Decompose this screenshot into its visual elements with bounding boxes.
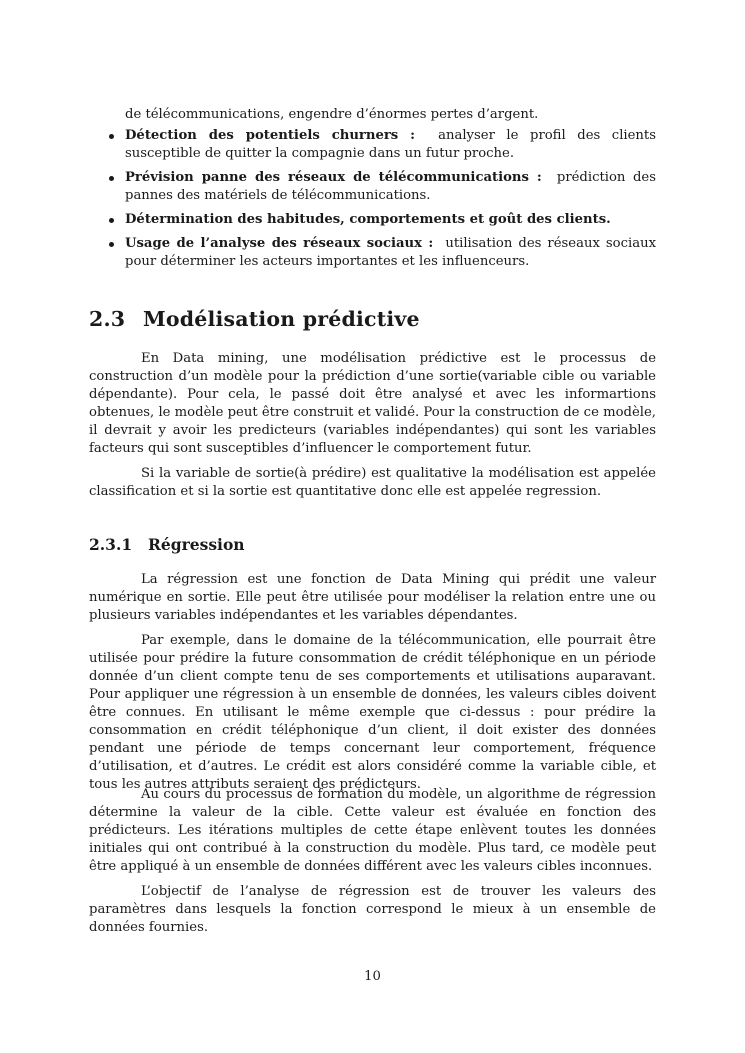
bullet-icon (109, 134, 114, 139)
list-item-desc: utilisation des réseaux sociaux pour déterminer les acteurs importantes et les influenceurs. (125, 236, 657, 269)
subsection-title: Régression (148, 535, 245, 554)
list-item (89, 235, 656, 271)
section-title: Modélisation prédictive (143, 307, 420, 331)
section-heading (89, 307, 420, 331)
bullet-list (89, 127, 656, 277)
paragraph: Si la variable de sortie(à prédire) est qualitative la modélisation est appelée classification et si la sortie est quantitative donc elle est appelée regression. (89, 466, 656, 499)
bullet-continuation-text: de télécommunications, engendre d’énormes pertes d’argent. (125, 107, 539, 122)
subsection-heading (89, 535, 245, 554)
bullet-icon (109, 242, 114, 247)
list-item-term: Prévision panne des réseaux de télécommunications : (125, 170, 542, 185)
page-number: 10 (364, 969, 381, 984)
list-item (89, 127, 656, 163)
paragraph: La régression est une fonction de Data Mining qui prédit une valeur numérique en sortie. Elle peut être utilisée pour modéliser la relation entre une ou plusieurs variables indépendantes et les variables dépendantes. (89, 572, 656, 623)
paragraph: L’objectif de l’analyse de régression est de trouver les valeurs des paramètres dans lesquels la fonction correspond le mieux à un ensemble de données fournies. (89, 884, 656, 935)
paragraph: Au cours du processus de formation du modèle, un algorithme de régression détermine la valeur de la cible. Cette valeur est évaluée en fonction des prédicteurs. Les itérations multiples de cette étape enlèvent toutes les données initiales qui ont contribué à la construction du modèle. Plus tard, ce modèle peut être appliqué à un ensemble de données différent avec les valeurs cibles inconnues. (89, 787, 656, 874)
list-item (89, 211, 656, 229)
list-item-term: Détermination des habitudes, comportements et goût des clients. (125, 212, 611, 227)
paragraph: En Data mining, une modélisation prédictive est le processus de construction d’un modèle pour la prédiction d’une sortie(variable cible ou variable dépendante). Pour cela, le passé doit être analysé et avec les informartions obtenues, le modèle peut être construit et validé. Pour la construction de ce modèle, il devrait y avoir les predicteurs (variables indépendantes) qui sont les variables facteurs qui sont susceptibles d’influencer le comportement futur. (89, 351, 656, 456)
list-item (89, 169, 656, 205)
list-item-term: Usage de l’analyse des réseaux sociaux : (125, 236, 434, 251)
bullet-icon (109, 176, 114, 181)
list-item-desc: analyser le profil des clients susceptible de quitter la compagnie dans un futur proche. (125, 128, 656, 161)
subsection-number: 2.3.1 (89, 535, 133, 554)
list-item-term: Détection des potentiels churners : (125, 128, 416, 143)
list-item-desc: prédiction des pannes des matériels de télécommunications. (125, 170, 656, 203)
bullet-icon (109, 218, 114, 223)
paragraph: Par exemple, dans le domaine de la télécommunication, elle pourrait être utilisée pour prédire la future consommation de crédit téléphonique en un période donnée d’un client compte tenu de ses comportements et utilisations auparavant. Pour appliquer une régression à un ensemble de données, les valeurs cibles doivent être connues. En utilisant le même exemple que ci-dessus : pour prédire la consommation en crédit téléphonique d’un client, il doit exister des données pendant une période de temps concernant leur comportement, fréquence d’utilisation, et d’autres. Le crédit est alors considéré comme la variable cible, et tous les autres attributs seraient des prédicteurs. (89, 633, 656, 792)
section-number: 2.3 (89, 307, 126, 331)
